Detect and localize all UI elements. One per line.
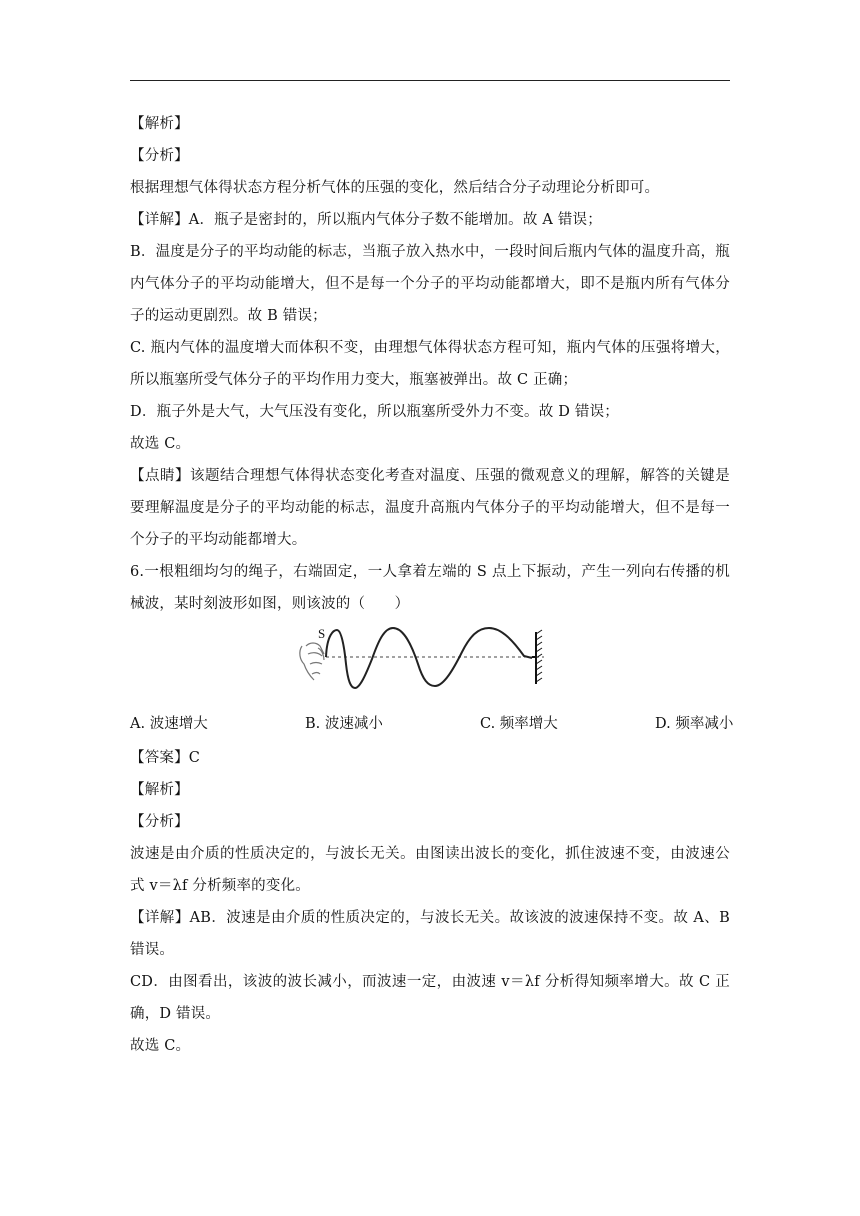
document-body xyxy=(130,108,734,1062)
option-c: C. 频率增大 xyxy=(480,716,558,732)
point-s-label: S xyxy=(318,626,326,641)
analysis-text: 根据理想气体得状态方程分析气体的压强的变化，然后结合分子动理论分析即可。 xyxy=(130,180,660,196)
answer-options xyxy=(130,706,734,742)
answer-line: 【答案】C xyxy=(130,750,201,766)
section-heading-fenxi: 【分析】 xyxy=(130,148,189,164)
option-d: D. 频率减小 xyxy=(655,716,734,732)
wave-curve xyxy=(326,628,532,688)
comment-paragraph: 【点睛】该题结合理想气体得状态变化考查对温度、压强的微观意义的理解，解答的关键是要理解温度是分子的平均动能的标志，温度升高瓶内气体分子的平均动能增大，但不是每一个分子的平均动能都增大。 xyxy=(130,468,730,548)
hand-icon xyxy=(300,643,324,680)
detail-c: C. 瓶内气体的温度增大而体积不变，由理想气体得状态方程可知，瓶内气体的压强将增大，所以瓶塞所受气体分子的平均作用力变大，瓶塞被弹出。故 C 正确； xyxy=(130,340,730,388)
detail-a: 【详解】A．瓶子是密封的，所以瓶内气体分子数不能增加。故 A 错误； xyxy=(130,212,602,228)
section-heading-jiexi: 【解析】 xyxy=(130,116,189,132)
wave-figure xyxy=(130,624,730,700)
detail-ab: 【详解】AB．波速是由介质的性质决定的，与波长无关。故该波的波速保持不变。故 A、B 错误。 xyxy=(130,910,730,958)
detail-cd: CD．由图看出，该波的波长减小，而波速一定，由波速 v＝λf 分析得知频率增大。故 C 正确，D 错误。 xyxy=(130,974,730,1022)
option-b: B. 波速减小 xyxy=(305,716,383,732)
section-heading-jiexi-2: 【解析】 xyxy=(130,782,189,798)
rope-wave-diagram xyxy=(296,624,556,700)
analysis-text-2: 波速是由介质的性质决定的，与波长无关。由图读出波长的变化，抓住波速不变，由波速公式 v＝λf 分析频率的变化。 xyxy=(130,846,730,894)
section-heading-fenxi-2: 【分析】 xyxy=(130,814,189,830)
answer-choice: 故选 C。 xyxy=(130,436,191,452)
detail-b: B．温度是分子的平均动能的标志，当瓶子放入热水中，一段时间后瓶内气体的温度升高，瓶内气体分子的平均动能增大，但不是每一个分子的平均动能都增大，即不是瓶内所有气体分子的运动更剧烈。故 B 错误； xyxy=(130,244,730,324)
answer-choice-2: 故选 C。 xyxy=(130,1038,191,1054)
header-rule xyxy=(130,80,730,81)
question-6-stem: 6.一根粗细均匀的绳子，右端固定，一人拿着左端的 S 点上下振动，产生一列向右传播的机械波，某时刻波形如图，则该波的（ ） xyxy=(130,564,730,612)
option-a: A. 波速增大 xyxy=(130,716,208,732)
detail-d: D．瓶子外是大气，大气压没有变化，所以瓶塞所受外力不变。故 D 错误； xyxy=(130,404,619,420)
